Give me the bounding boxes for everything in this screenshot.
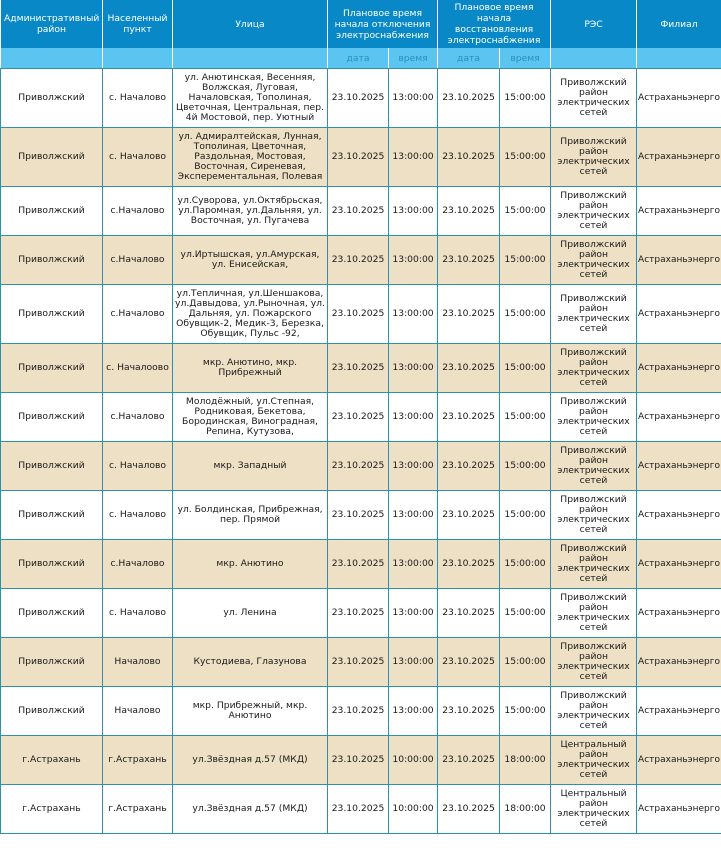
cell-restore-time: 15:00:00 [500,393,551,442]
cell-branch: Астраханьэнерго [637,187,721,236]
cell-branch: Астраханьэнерго [637,785,721,834]
cell-street: мкр. Прибрежный, мкр. Анютино [173,687,328,736]
cell-res: Приволжский район электрических сетей [551,638,637,687]
cell-outage-date: 23.10.2025 [328,187,389,236]
cell-branch: Астраханьэнерго [637,285,721,344]
cell-branch: Астраханьэнерго [637,736,721,785]
cell-outage-time: 13:00:00 [389,236,438,285]
cell-street: ул.Звёздная д.57 (МКД) [173,736,328,785]
cell-district: Приволжский [1,187,103,236]
subheader-outage-date: дата [328,48,389,69]
subheader-empty [551,48,637,69]
header-branch: Филиал [637,0,721,48]
header-res: РЭС [551,0,637,48]
cell-outage-time: 13:00:00 [389,69,438,128]
cell-branch: Астраханьэнерго [637,69,721,128]
table-row [1,638,721,687]
cell-restore-time: 15:00:00 [500,69,551,128]
cell-district: Приволжский [1,344,103,393]
table-row [1,187,721,236]
cell-branch: Астраханьэнерго [637,687,721,736]
cell-branch: Астраханьэнерго [637,442,721,491]
cell-res: Приволжский район электрических сетей [551,491,637,540]
cell-locality: г.Астрахань [103,785,173,834]
cell-res: Приволжский район электрических сетей [551,540,637,589]
cell-outage-date: 23.10.2025 [328,736,389,785]
cell-district: Приволжский [1,687,103,736]
table-row [1,491,721,540]
cell-restore-time: 15:00:00 [500,638,551,687]
cell-street: ул. Болдинская, Прибрежная, пер. Прямой [173,491,328,540]
cell-res: Приволжский район электрических сетей [551,285,637,344]
cell-branch: Астраханьэнерго [637,344,721,393]
cell-district: Приволжский [1,491,103,540]
cell-res: Приволжский район электрических сетей [551,687,637,736]
cell-restore-date: 23.10.2025 [438,785,500,834]
cell-outage-time: 10:00:00 [389,785,438,834]
cell-restore-date: 23.10.2025 [438,491,500,540]
cell-district: Приволжский [1,589,103,638]
cell-restore-date: 23.10.2025 [438,442,500,491]
table-row [1,285,721,344]
cell-restore-time: 15:00:00 [500,344,551,393]
cell-district: Приволжский [1,69,103,128]
cell-restore-time: 18:00:00 [500,736,551,785]
cell-res: Центральный район электрических сетей [551,785,637,834]
cell-locality: Началово [103,687,173,736]
cell-restore-date: 23.10.2025 [438,128,500,187]
table-row [1,736,721,785]
cell-outage-date: 23.10.2025 [328,393,389,442]
cell-restore-time: 15:00:00 [500,491,551,540]
cell-restore-time: 18:00:00 [500,785,551,834]
cell-restore-time: 15:00:00 [500,285,551,344]
cell-district: Приволжский [1,236,103,285]
cell-outage-time: 13:00:00 [389,344,438,393]
cell-locality: с.Началово [103,187,173,236]
table-row [1,236,721,285]
subheader-restore-time: время [500,48,551,69]
cell-locality: с. Началово [103,491,173,540]
cell-locality: с. Началово [103,589,173,638]
cell-street: ул.Звёздная д.57 (МКД) [173,785,328,834]
cell-branch: Астраханьэнерго [637,491,721,540]
cell-street: мкр. Западный [173,442,328,491]
cell-locality: с. Началово [103,128,173,187]
cell-restore-date: 23.10.2025 [438,344,500,393]
cell-restore-date: 23.10.2025 [438,187,500,236]
cell-res: Приволжский район электрических сетей [551,393,637,442]
cell-outage-date: 23.10.2025 [328,687,389,736]
cell-district: Приволжский [1,285,103,344]
table-row [1,442,721,491]
cell-outage-date: 23.10.2025 [328,344,389,393]
cell-restore-date: 23.10.2025 [438,393,500,442]
cell-locality: с.Началово [103,285,173,344]
subheader-empty [103,48,173,69]
cell-locality: с.Началово [103,393,173,442]
cell-outage-date: 23.10.2025 [328,69,389,128]
cell-res: Приволжский район электрических сетей [551,236,637,285]
table-row [1,128,721,187]
cell-res: Приволжский район электрических сетей [551,187,637,236]
cell-outage-time: 13:00:00 [389,589,438,638]
subheader-row [1,48,721,69]
cell-restore-time: 15:00:00 [500,589,551,638]
cell-district: г.Астрахань [1,785,103,834]
subheader-empty [637,48,721,69]
cell-branch: Астраханьэнерго [637,540,721,589]
cell-outage-date: 23.10.2025 [328,442,389,491]
cell-street: мкр. Анютино, мкр. Прибрежный [173,344,328,393]
cell-restore-time: 15:00:00 [500,687,551,736]
cell-restore-date: 23.10.2025 [438,236,500,285]
cell-locality: Началово [103,638,173,687]
cell-branch: Астраханьэнерго [637,393,721,442]
cell-outage-time: 13:00:00 [389,187,438,236]
cell-branch: Астраханьэнерго [637,128,721,187]
subheader-empty [173,48,328,69]
cell-street: ул. Адмиралтейская, Лунная, Тополиная, Цветочная, Раздольная, Мостовая, Восточная, Сиреневая, Эксперементальная, Полевая [173,128,328,187]
table-row [1,344,721,393]
cell-district: Приволжский [1,393,103,442]
cell-res: Приволжский район электрических сетей [551,442,637,491]
cell-outage-date: 23.10.2025 [328,236,389,285]
header-row [1,0,721,48]
cell-res: Приволжский район электрических сетей [551,589,637,638]
cell-res: Приволжский район электрических сетей [551,128,637,187]
cell-locality: с. Началово [103,442,173,491]
cell-restore-date: 23.10.2025 [438,285,500,344]
cell-street: Молодёжный, ул.Степная, Родниковая, Бекетова, Бородинская, Виноградная, Репина, Кутузова, [173,393,328,442]
cell-district: Приволжский [1,638,103,687]
cell-restore-date: 23.10.2025 [438,69,500,128]
cell-outage-date: 23.10.2025 [328,128,389,187]
table-row [1,589,721,638]
cell-restore-date: 23.10.2025 [438,638,500,687]
cell-street: ул.Иртышская, ул.Амурская, ул. Енисейская, [173,236,328,285]
cell-branch: Астраханьэнерго [637,638,721,687]
cell-outage-date: 23.10.2025 [328,638,389,687]
cell-restore-date: 23.10.2025 [438,589,500,638]
cell-outage-time: 13:00:00 [389,128,438,187]
cell-district: Приволжский [1,128,103,187]
cell-restore-date: 23.10.2025 [438,540,500,589]
table-body [1,69,721,834]
header-restore-start: Плановое время начала восстановления электроснабжения [438,0,551,48]
cell-branch: Астраханьэнерго [637,589,721,638]
table-row [1,540,721,589]
cell-street: мкр. Анютино [173,540,328,589]
cell-street: Кустодиева, Глазунова [173,638,328,687]
cell-street: ул.Суворова, ул.Октябрьская, ул.Паромная, ул.Дальняя, ул. Восточная, ул. Пугачева [173,187,328,236]
cell-outage-date: 23.10.2025 [328,589,389,638]
cell-outage-time: 13:00:00 [389,442,438,491]
cell-outage-time: 13:00:00 [389,638,438,687]
table-header [1,0,721,69]
cell-locality: с. Началоово [103,344,173,393]
table-row [1,687,721,736]
table-row [1,69,721,128]
cell-district: г.Астрахань [1,736,103,785]
cell-outage-time: 13:00:00 [389,540,438,589]
cell-restore-time: 15:00:00 [500,128,551,187]
cell-outage-date: 23.10.2025 [328,785,389,834]
cell-locality: г.Астрахань [103,736,173,785]
cell-restore-time: 15:00:00 [500,442,551,491]
cell-outage-time: 13:00:00 [389,285,438,344]
header-district: Административный район [1,0,103,48]
cell-street: ул.Тепличная, ул.Шеншакова, ул.Давыдова, ул.Рыночная, ул. Дальняя, ул. Пожарского Обувщик-2, Медик-3, Березка, Обувщик, Пульс -92, [173,285,328,344]
subheader-outage-time: время [389,48,438,69]
table-row [1,785,721,834]
cell-outage-time: 13:00:00 [389,393,438,442]
cell-res: Приволжский район электрических сетей [551,69,637,128]
cell-restore-date: 23.10.2025 [438,687,500,736]
cell-locality: с.Началово [103,540,173,589]
subheader-empty [1,48,103,69]
cell-locality: с.Началово [103,236,173,285]
cell-res: Приволжский район электрических сетей [551,344,637,393]
cell-outage-time: 10:00:00 [389,736,438,785]
cell-restore-date: 23.10.2025 [438,736,500,785]
subheader-restore-date: дата [438,48,500,69]
header-outage-start: Плановое время начала отключения электроснабжения [328,0,438,48]
cell-restore-time: 15:00:00 [500,540,551,589]
cell-restore-time: 15:00:00 [500,187,551,236]
cell-district: Приволжский [1,540,103,589]
cell-branch: Астраханьэнерго [637,236,721,285]
cell-street: ул. Анютинская, Весенняя, Волжская, Луговая, Началовская, Тополиная, Цветочная, Центральная, пер. 4й Мостовой, пер. Уютный [173,69,328,128]
cell-outage-time: 13:00:00 [389,491,438,540]
cell-res: Центральный район электрических сетей [551,736,637,785]
cell-outage-date: 23.10.2025 [328,540,389,589]
cell-outage-time: 13:00:00 [389,687,438,736]
header-street: Улица [173,0,328,48]
cell-street: ул. Ленина [173,589,328,638]
cell-outage-date: 23.10.2025 [328,491,389,540]
cell-restore-time: 15:00:00 [500,236,551,285]
cell-locality: с. Началово [103,69,173,128]
header-locality: Населенный пункт [103,0,173,48]
table-row [1,393,721,442]
cell-outage-date: 23.10.2025 [328,285,389,344]
cell-district: Приволжский [1,442,103,491]
